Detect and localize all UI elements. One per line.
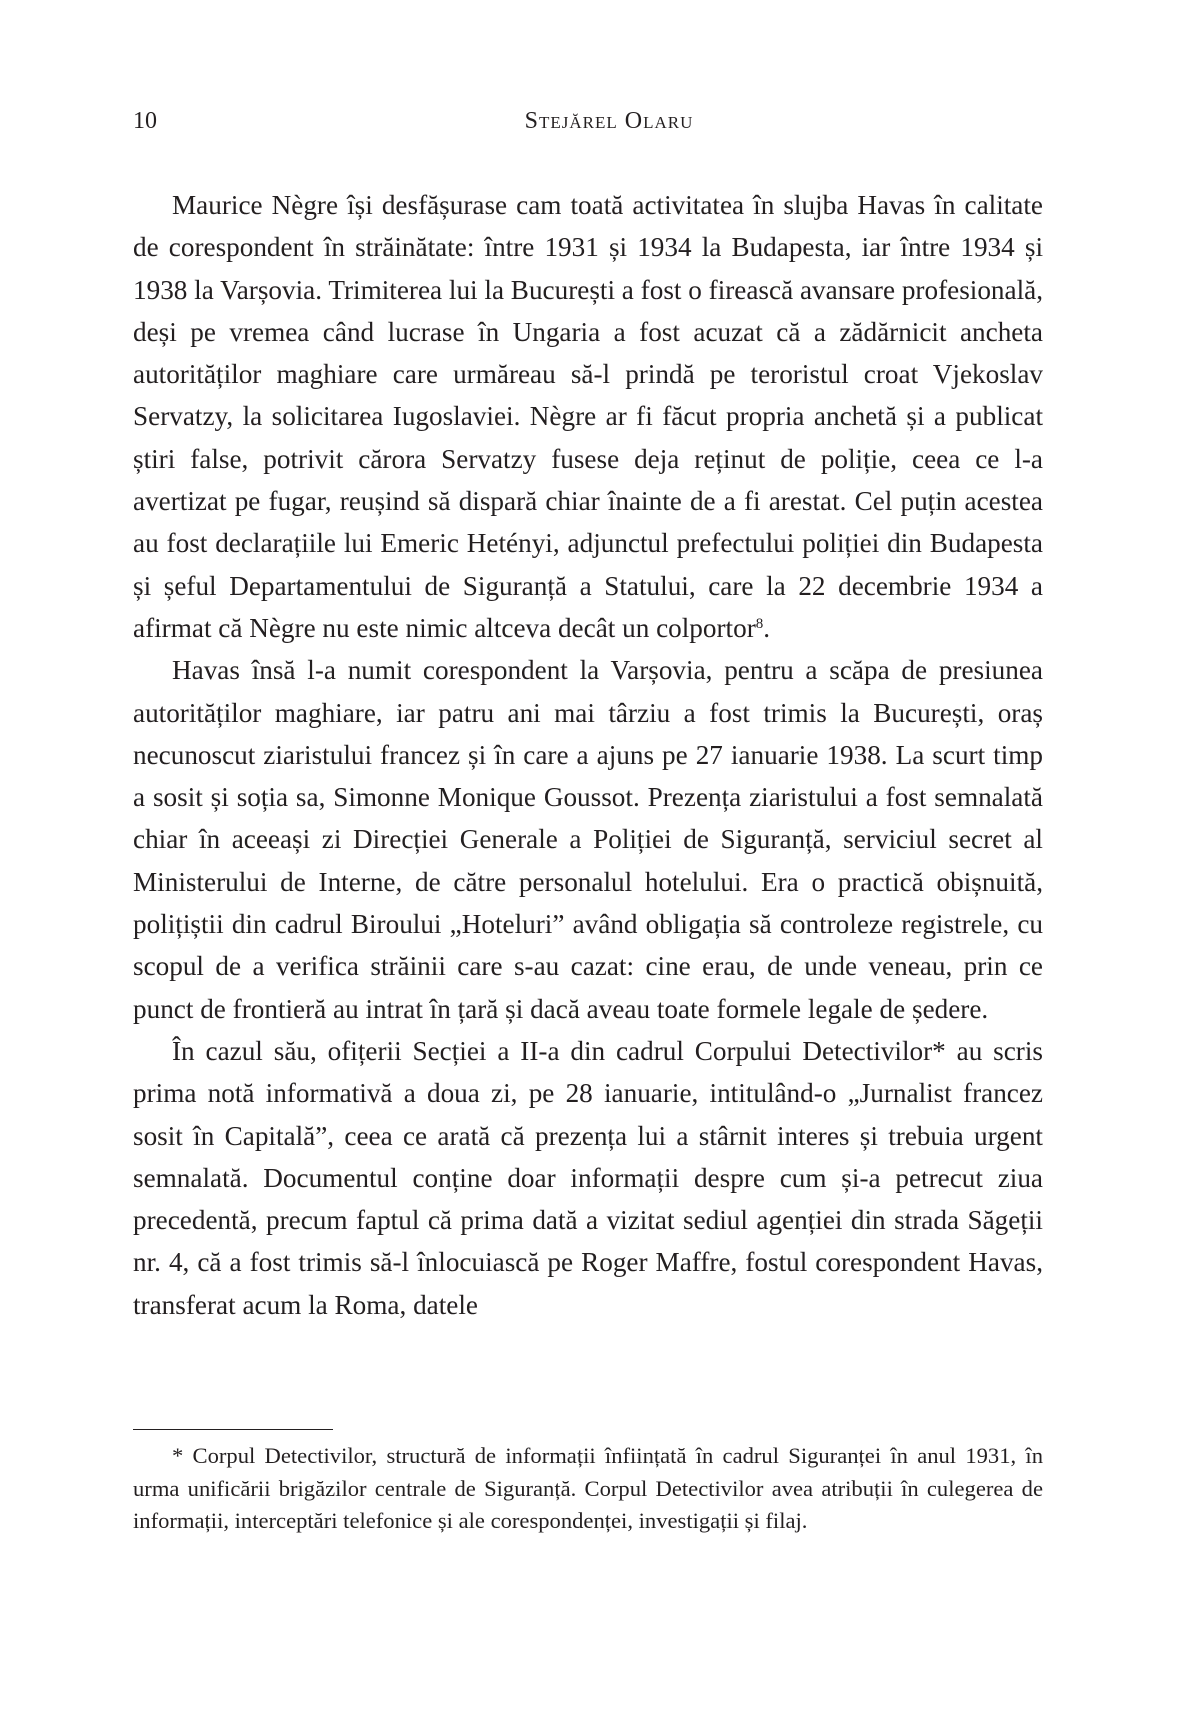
- paragraph-1: [133, 184, 1043, 649]
- footnote-text: * Corpul Detectivilor, structură de informații înființată în cadrul Siguranței în anul 1931, în urma unificării brigăzilor centrale de Siguranță. Corpul Detectivilor avea atribuții în culegerea de informații, interceptări telefonice și ale corespondenței, investigații și filaj.: [133, 1443, 1043, 1534]
- page-number: 10: [133, 108, 157, 134]
- paragraph-1-tail: .: [763, 612, 771, 643]
- footnote: [133, 1440, 1043, 1538]
- footnote-reference: 8: [755, 615, 764, 632]
- paragraph-1-text: Maurice Nègre își desfășurase cam toată activitatea în slujba Havas în calitate de corespondent în străinătate: între 1931 și 1934 la Budapesta, iar între 1934 și 1938 la Varșovia. Trimiterea lui la București a fost o firească avansare profesională, deși pe vremea când lucrase în Ungaria a fost acuzat că a zădărnicit ancheta autorităților maghiare care urmăreau să-l prindă pe teroristul croat Vjekoslav Servatzy, la solicitarea Iugoslaviei. Nègre ar fi făcut propria anchetă și a publicat știri false, potrivit cărora Servatzy fusese deja reținut de poliție, ceea ce l-a avertizat pe fugar, reușind să dispară chiar înainte de a fi arestat. Cel puțin acestea au fost declarațiile lui Emeric Hetényi, adjunctul prefectului poliției din Budapesta și șeful Departamentului de Siguranță a Statului, care la 22 decembrie 1934 a afirmat că Nègre nu este nimic altceva decât un colportor: [133, 190, 1043, 643]
- paragraph-2: Havas însă l-a numit corespondent la Varșovia, pentru a scăpa de presiunea autorităților maghiare, iar patru ani mai târziu a fost trimis la București, oraș necunoscut ziaristului francez și în care a ajuns pe 27 ianuarie 1938. La scurt timp a sosit și soția sa, Simonne Monique Goussot. Prezența ziaristului a fost semnalată chiar în aceeași zi Direcției Generale a Poliției de Siguranță, serviciul secret al Ministerului de Interne, de către personalul hotelului. Era o practică obișnuită, polițiștii din cadrul Biroului „Hoteluri” având obligația să controleze registrele, cu scopul de a verifica străinii care s-au cazat: cine erau, de unde veneau, prin ce punct de frontieră au intrat în țară și dacă aveau toate formele legale de ședere.: [133, 655, 1043, 1024]
- paragraph-3: În cazul său, ofițerii Secției a II-a din cadrul Corpului Detectivilor* au scris prima notă informativă a doua zi, pe 28 ianuarie, intitulând-o „Jurnalist francez sosit în Capitală”, ceea ce arată că prezența lui a stârnit interes și trebuia urgent semnalată. Documentul conține doar informații despre cum și-a petrecut ziua precedentă, precum faptul că prima dată a vizitat sediul agenției din strada Săgeții nr. 4, că a fost trimis să-l înlocuiască pe Roger Maffre, fostul corespondent Havas, transferat acum la Roma, datele: [133, 1035, 1043, 1320]
- body-text: [133, 184, 1043, 1326]
- running-title: Stejărel Olaru: [524, 108, 694, 134]
- running-head: [133, 108, 1045, 144]
- footnote-divider: [133, 1429, 333, 1430]
